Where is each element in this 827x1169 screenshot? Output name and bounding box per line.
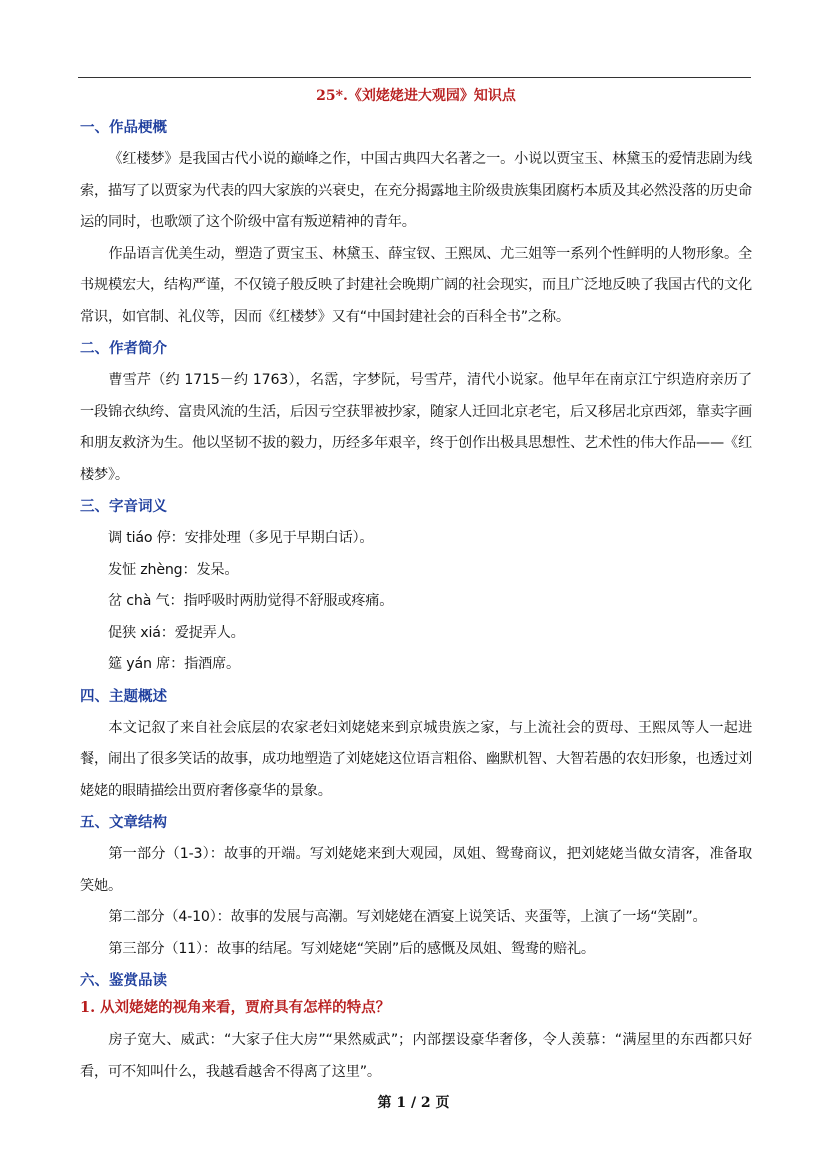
vocab-item: 调 tiáo 停：安排处理（多见于早期白话）。 xyxy=(108,530,374,546)
section-heading-theme: 四、主题概述 xyxy=(80,687,167,705)
paragraph: 曹雪芹（约 1715－约 1763），名霑，字梦阮，号雪芹，清代小说家。他早年在南京江宁织造府亲历了一段锦衣纨绔、富贵风流的生活，后因亏空获罪被抄家，随家人迁回北京老宅，后又移居北京西郊，靠卖字画和朋友救济为生。他以坚韧不拔的毅力，历经多年艰辛，终于创作出极具思想性、艺术性的伟大作品——《红楼梦》。 xyxy=(80,372,752,483)
header-rule xyxy=(78,77,751,78)
paragraph: 作品语言优美生动，塑造了贾宝玉、林黛玉、薛宝钗、王熙凤、尤三姐等一系列个性鲜明的人物形象。全书规模宏大，结构严谨，不仅镜子般反映了封建社会晚期广阔的社会现实，而且广泛地反映了我国古代的文化常识，如官制、礼仪等，因而《红楼梦》又有“中国封建社会的百科全书”之称。 xyxy=(80,245,752,325)
page-number: 第 1 / 2 页 xyxy=(377,1095,450,1111)
paragraph: 房子宽大、威武：“大家子住大房”“果然威武”；内部摆设豪华奢侈，令人羡慕：“满屋里的东西都只好看，可不知叫什么，我越看越舍不得离了这里”。 xyxy=(80,1032,752,1080)
section-heading-appreciation: 六、鉴赏品读 xyxy=(80,972,167,989)
question-heading: 1. 从刘姥姥的视角来看，贾府具有怎样的特点？ xyxy=(80,999,391,1016)
document-page xyxy=(80,86,752,1088)
paragraph: 本文记叙了来自社会底层的农家老妇刘姥姥来到京城贵族之家，与上流社会的贾母、王熙凤等人一起进餐，闹出了很多笑话的故事，成功地塑造了刘姥姥这位语言粗俗、幽默机智、大智若愚的农妇形象，也透过刘姥姥的眼睛描绘出贾府奢侈豪华的景象。 xyxy=(80,719,752,799)
structure-item: 第二部分（4-10）：故事的发展与高潮。写刘姥姥在酒宴上说笑话、夹蛋等，上演了一场“笑剧”。 xyxy=(108,909,707,925)
paragraph: 《红楼梦》是我国古代小说的巅峰之作，中国古典四大名著之一。小说以贾宝玉、林黛玉的爱情悲剧为线索，描写了以贾家为代表的四大家族的兴衰史，在充分揭露地主阶级贵族集团腐朽本质及其必然没落的历史命运的同时，也歌颂了这个阶级中富有叛逆精神的青年。 xyxy=(80,151,752,230)
section-heading-synopsis: 一、作品梗概 xyxy=(80,119,167,136)
section-heading-vocabulary: 三、字音词义 xyxy=(80,498,167,515)
document-title: 25*.《刘姥姥进大观园》知识点 xyxy=(316,88,516,104)
vocab-item: 岔 chà 气：指呼吸时两肋觉得不舒服或疼痛。 xyxy=(108,593,394,609)
structure-item: 第一部分（1-3）：故事的开端。写刘姥姥来到大观园，凤姐、鸳鸯商议，把刘姥姥当做女清客，准备取笑她。 xyxy=(80,846,752,894)
section-heading-author: 二、作者简介 xyxy=(80,340,167,357)
vocab-item: 促狭 xiá：爱捉弄人。 xyxy=(108,624,245,641)
section-heading-structure: 五、文章结构 xyxy=(80,814,167,831)
vocab-item: 发怔 zhèng：发呆。 xyxy=(108,561,239,578)
structure-item: 第三部分（11）：故事的结尾。写刘姥姥“笑剧”后的感慨及凤姐、鸳鸯的赔礼。 xyxy=(108,940,595,957)
vocab-item: 筵 yán 席：指酒席。 xyxy=(108,656,241,672)
